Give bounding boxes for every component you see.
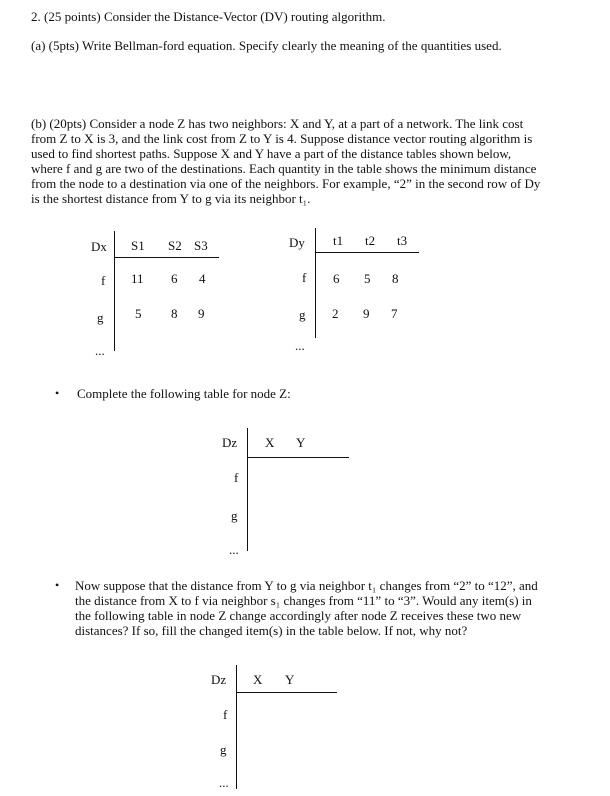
table-dz-col-header: Y: [296, 435, 306, 450]
table-dx-row-label: f: [101, 273, 106, 288]
bullet-marker: •: [55, 386, 60, 400]
bullet-change-line: the following table in node Z change accordingly after node Z receives these two new: [75, 608, 522, 623]
table-dz-col-header: X: [265, 435, 275, 450]
table-dz-ellipsis: ...: [229, 542, 239, 557]
table-dx-ellipsis: ...: [95, 343, 105, 358]
table-dz-row-label: g: [220, 742, 227, 757]
table-dy-cell: 7: [391, 306, 398, 321]
table-dy-col-header: t1: [333, 233, 344, 248]
part-b-line: from Z to X is 3, and the link cost from Z to Y is 4. Suppose distance vector routing algorithm is: [31, 131, 533, 146]
table-dy-cell: 2: [332, 306, 339, 321]
table-dy-cell: 9: [363, 306, 370, 321]
question-header: 2. (25 points) Consider the Distance-Vector (DV) routing algorithm.: [31, 9, 386, 24]
table-dx-cell: 5: [135, 306, 142, 321]
bullet-change-line: Now suppose that the distance from Y to g via neighbor t₁ changes from “2” to “12”, and: [75, 578, 538, 593]
table-dy-title: Dy: [289, 235, 305, 250]
table-dz-title: Dz: [211, 672, 227, 687]
part-b-line: from the node to a destination via one of the neighbors. For example, “2” in the second row of Dy: [31, 176, 541, 191]
table-dx-cell: 4: [199, 271, 206, 286]
table-dx-col-header: S3: [194, 238, 208, 253]
table-dy-row-label: f: [302, 270, 307, 285]
bullet-change-scenario: [75, 578, 575, 638]
table-dx-col-header: S1: [131, 238, 145, 253]
part-b-line: where f and g are two of the destinations. Each quantity in the table shows the minimum distance: [31, 161, 537, 176]
table-dy-col-header: t2: [365, 233, 376, 248]
part-a-prompt: (a) (5pts) Write Bellman-ford equation. Specify clearly the meaning of the quantities used.: [31, 38, 502, 53]
table-dy-cell: 8: [392, 271, 399, 286]
table-dx-cell: 9: [198, 306, 205, 321]
table-dz-row-label: f: [234, 470, 239, 485]
table-dx-col-header: S2: [168, 238, 182, 253]
bullet-change-line: distances? If so, fill the changed item(s) in the table below. If not, why not?: [75, 623, 468, 638]
table-dz-col-header: X: [253, 672, 263, 687]
table-dx-cell: 8: [171, 306, 178, 321]
table-dz-horizontal-rule: [247, 457, 349, 458]
table-dz-vertical-rule: [236, 665, 237, 789]
table-dy-ellipsis: ...: [295, 338, 305, 353]
table-dz-horizontal-rule: [236, 692, 337, 693]
table-dz-col-header: Y: [285, 672, 295, 687]
table-dx-cell: 11: [131, 271, 144, 286]
table-dx-vertical-rule: [114, 231, 115, 351]
table-dy-cell: 6: [333, 271, 340, 286]
part-b-line: is the shortest distance from Y to g via its neighbor t₁.: [31, 191, 311, 206]
table-dz-row-label: f: [223, 707, 228, 722]
table-dx-cell: 6: [171, 271, 178, 286]
table-dx-title: Dx: [91, 239, 107, 254]
bullet-change-line: the distance from X to f via neighbor s₁ changes from “11” to “3”. Would any item(s) in: [75, 593, 532, 608]
table-dz-vertical-rule: [247, 428, 248, 551]
table-dz-title: Dz: [222, 435, 238, 450]
part-b-paragraph: [31, 116, 575, 206]
bullet-instruction-complete-table: Complete the following table for node Z:: [77, 386, 291, 401]
table-dx-horizontal-rule: [114, 257, 219, 258]
table-dy-row-label: g: [299, 307, 306, 322]
table-dy-cell: 5: [364, 271, 371, 286]
table-dz-ellipsis: ...: [219, 775, 229, 790]
table-dy-col-header: t3: [397, 233, 408, 248]
part-b-line: used to find shortest paths. Suppose X and Y have a part of the distance tables shown below,: [31, 146, 512, 161]
bullet-marker: •: [55, 578, 60, 592]
table-dy-vertical-rule: [315, 228, 316, 338]
table-dx-row-label: g: [97, 310, 104, 325]
table-dz-row-label: g: [231, 508, 238, 523]
part-b-line: (b) (20pts) Consider a node Z has two neighbors: X and Y, at a part of a network. The link cost: [31, 116, 524, 131]
table-dy-horizontal-rule: [315, 252, 419, 253]
